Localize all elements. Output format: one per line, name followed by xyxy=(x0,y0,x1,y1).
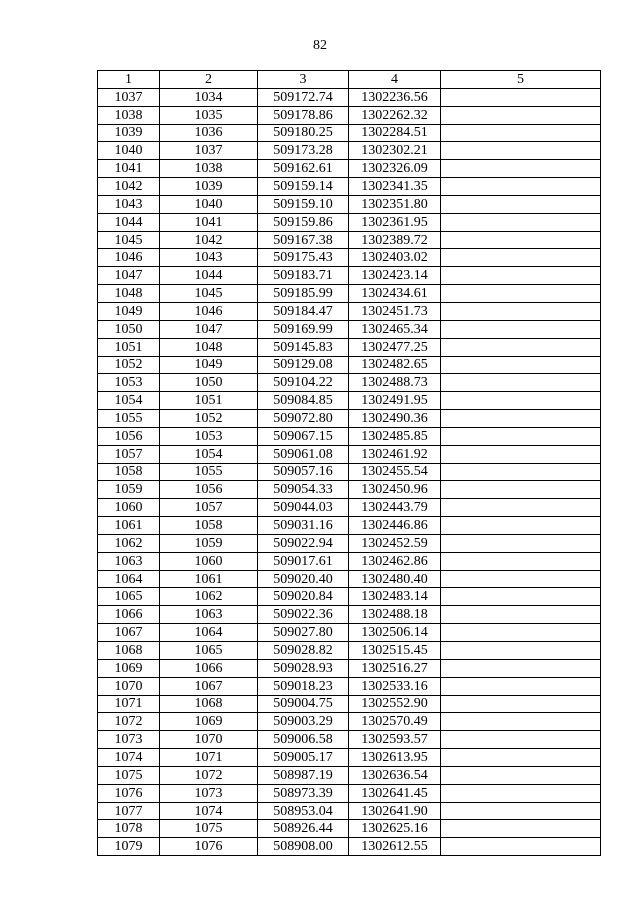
table-cell-col-4: 1302515.45 xyxy=(349,642,441,660)
table-cell-col-2: 1055 xyxy=(160,463,258,481)
table-cell-col-2: 1062 xyxy=(160,588,258,606)
table-cell-col-5 xyxy=(441,677,601,695)
table-cell-col-5 xyxy=(441,124,601,142)
table-row xyxy=(98,820,601,838)
table-row xyxy=(98,463,601,481)
table-cell-col-3: 508926.44 xyxy=(258,820,349,838)
table-cell-col-1: 1075 xyxy=(98,766,160,784)
table-cell-col-1: 1069 xyxy=(98,659,160,677)
table-cell-col-5 xyxy=(441,517,601,535)
table-row xyxy=(98,624,601,642)
table-cell-col-3: 509172.74 xyxy=(258,88,349,106)
table-row xyxy=(98,570,601,588)
table-row xyxy=(98,659,601,677)
table-cell-col-3: 509017.61 xyxy=(258,552,349,570)
table-row xyxy=(98,731,601,749)
table-cell-col-2: 1058 xyxy=(160,517,258,535)
table-cell-col-4: 1302641.90 xyxy=(349,802,441,820)
table-cell-col-1: 1076 xyxy=(98,784,160,802)
table-row xyxy=(98,677,601,695)
table-cell-col-4: 1302485.85 xyxy=(349,427,441,445)
table-cell-col-5 xyxy=(441,642,601,660)
table-row xyxy=(98,749,601,767)
column-header-2: 2 xyxy=(160,71,258,89)
table-cell-col-4: 1302533.16 xyxy=(349,677,441,695)
table-row xyxy=(98,249,601,267)
table-cell-col-3: 509003.29 xyxy=(258,713,349,731)
table-cell-col-4: 1302451.73 xyxy=(349,302,441,320)
table-cell-col-2: 1045 xyxy=(160,285,258,303)
table-row xyxy=(98,606,601,624)
table-row xyxy=(98,374,601,392)
table-cell-col-4: 1302491.95 xyxy=(349,392,441,410)
table-cell-col-4: 1302452.59 xyxy=(349,534,441,552)
table-cell-col-1: 1049 xyxy=(98,302,160,320)
table-cell-col-3: 509169.99 xyxy=(258,320,349,338)
header-row xyxy=(98,71,601,89)
table-cell-col-1: 1038 xyxy=(98,106,160,124)
table-row xyxy=(98,784,601,802)
table-cell-col-4: 1302480.40 xyxy=(349,570,441,588)
column-header-5: 5 xyxy=(441,71,601,89)
table-cell-col-3: 509022.94 xyxy=(258,534,349,552)
table-cell-col-5 xyxy=(441,749,601,767)
table-cell-col-5 xyxy=(441,499,601,517)
table-cell-col-5 xyxy=(441,410,601,428)
table-cell-col-1: 1059 xyxy=(98,481,160,499)
table-cell-col-4: 1302351.80 xyxy=(349,195,441,213)
table-cell-col-4: 1302302.21 xyxy=(349,142,441,160)
table-cell-col-4: 1302236.56 xyxy=(349,88,441,106)
table-row xyxy=(98,695,601,713)
table-cell-col-3: 509159.86 xyxy=(258,213,349,231)
table-cell-col-5 xyxy=(441,463,601,481)
table-cell-col-1: 1078 xyxy=(98,820,160,838)
table-cell-col-5 xyxy=(441,178,601,196)
table-cell-col-4: 1302403.02 xyxy=(349,249,441,267)
table-cell-col-5 xyxy=(441,302,601,320)
table-cell-col-3: 509072.80 xyxy=(258,410,349,428)
table-cell-col-4: 1302516.27 xyxy=(349,659,441,677)
table-cell-col-3: 509159.14 xyxy=(258,178,349,196)
table-cell-col-3: 509173.28 xyxy=(258,142,349,160)
table-row xyxy=(98,445,601,463)
table-cell-col-4: 1302612.55 xyxy=(349,838,441,856)
table-row xyxy=(98,320,601,338)
table-cell-col-3: 509145.83 xyxy=(258,338,349,356)
table-cell-col-5 xyxy=(441,820,601,838)
table-row xyxy=(98,267,601,285)
table-cell-col-5 xyxy=(441,213,601,231)
table-cell-col-3: 509005.17 xyxy=(258,749,349,767)
table-cell-col-3: 509183.71 xyxy=(258,267,349,285)
table-cell-col-3: 509184.47 xyxy=(258,302,349,320)
table-cell-col-2: 1059 xyxy=(160,534,258,552)
table-row xyxy=(98,124,601,142)
table-cell-col-5 xyxy=(441,731,601,749)
table-cell-col-5 xyxy=(441,106,601,124)
table-cell-col-1: 1071 xyxy=(98,695,160,713)
table-cell-col-3: 508908.00 xyxy=(258,838,349,856)
table-cell-col-1: 1047 xyxy=(98,267,160,285)
table-cell-col-2: 1056 xyxy=(160,481,258,499)
table-cell-col-2: 1068 xyxy=(160,695,258,713)
table-cell-col-2: 1046 xyxy=(160,302,258,320)
table-row xyxy=(98,410,601,428)
table-cell-col-5 xyxy=(441,624,601,642)
table-cell-col-1: 1070 xyxy=(98,677,160,695)
table-cell-col-1: 1074 xyxy=(98,749,160,767)
table-cell-col-5 xyxy=(441,356,601,374)
table-cell-col-2: 1057 xyxy=(160,499,258,517)
table-cell-col-3: 509054.33 xyxy=(258,481,349,499)
table-cell-col-1: 1054 xyxy=(98,392,160,410)
table-cell-col-5 xyxy=(441,392,601,410)
table-cell-col-5 xyxy=(441,88,601,106)
table-row xyxy=(98,392,601,410)
table-cell-col-4: 1302641.45 xyxy=(349,784,441,802)
table-cell-col-5 xyxy=(441,570,601,588)
table-cell-col-1: 1056 xyxy=(98,427,160,445)
table-row xyxy=(98,195,601,213)
table-cell-col-3: 509162.61 xyxy=(258,160,349,178)
table-cell-col-5 xyxy=(441,427,601,445)
table-row xyxy=(98,642,601,660)
coordinates-table xyxy=(97,70,601,856)
table-cell-col-4: 1302461.92 xyxy=(349,445,441,463)
table-cell-col-2: 1044 xyxy=(160,267,258,285)
table-cell-col-5 xyxy=(441,320,601,338)
table-cell-col-4: 1302613.95 xyxy=(349,749,441,767)
table-row xyxy=(98,142,601,160)
table-cell-col-4: 1302636.54 xyxy=(349,766,441,784)
table-cell-col-1: 1042 xyxy=(98,178,160,196)
table-cell-col-3: 509022.36 xyxy=(258,606,349,624)
table-cell-col-2: 1066 xyxy=(160,659,258,677)
table-cell-col-3: 509061.08 xyxy=(258,445,349,463)
table-cell-col-1: 1053 xyxy=(98,374,160,392)
table-cell-col-2: 1060 xyxy=(160,552,258,570)
table-cell-col-5 xyxy=(441,374,601,392)
table-cell-col-3: 509180.25 xyxy=(258,124,349,142)
table-cell-col-4: 1302477.25 xyxy=(349,338,441,356)
table-cell-col-5 xyxy=(441,338,601,356)
table-cell-col-4: 1302490.36 xyxy=(349,410,441,428)
table-cell-col-1: 1058 xyxy=(98,463,160,481)
table-cell-col-3: 509018.23 xyxy=(258,677,349,695)
table-cell-col-3: 509031.16 xyxy=(258,517,349,535)
table-row xyxy=(98,838,601,856)
table-cell-col-2: 1037 xyxy=(160,142,258,160)
table-row xyxy=(98,552,601,570)
table-row xyxy=(98,231,601,249)
table-body xyxy=(98,88,601,855)
table-cell-col-1: 1044 xyxy=(98,213,160,231)
table-cell-col-4: 1302482.65 xyxy=(349,356,441,374)
column-header-3: 3 xyxy=(258,71,349,89)
table-cell-col-2: 1050 xyxy=(160,374,258,392)
table-cell-col-1: 1066 xyxy=(98,606,160,624)
table-cell-col-1: 1041 xyxy=(98,160,160,178)
table-cell-col-4: 1302450.96 xyxy=(349,481,441,499)
table-cell-col-2: 1076 xyxy=(160,838,258,856)
table-cell-col-4: 1302625.16 xyxy=(349,820,441,838)
table-row xyxy=(98,481,601,499)
table-cell-col-1: 1045 xyxy=(98,231,160,249)
table-cell-col-3: 508987.19 xyxy=(258,766,349,784)
table-row xyxy=(98,766,601,784)
table-row xyxy=(98,213,601,231)
table-cell-col-3: 509004.75 xyxy=(258,695,349,713)
table-cell-col-4: 1302552.90 xyxy=(349,695,441,713)
table-cell-col-2: 1038 xyxy=(160,160,258,178)
table-cell-col-2: 1051 xyxy=(160,392,258,410)
table-cell-col-5 xyxy=(441,766,601,784)
table-cell-col-5 xyxy=(441,249,601,267)
table-cell-col-4: 1302434.61 xyxy=(349,285,441,303)
table-cell-col-5 xyxy=(441,606,601,624)
table-cell-col-5 xyxy=(441,195,601,213)
table-cell-col-5 xyxy=(441,713,601,731)
table-cell-col-2: 1048 xyxy=(160,338,258,356)
table-cell-col-2: 1069 xyxy=(160,713,258,731)
table-cell-col-2: 1061 xyxy=(160,570,258,588)
table-cell-col-4: 1302483.14 xyxy=(349,588,441,606)
table-cell-col-4: 1302570.49 xyxy=(349,713,441,731)
table-row xyxy=(98,534,601,552)
table-cell-col-3: 509006.58 xyxy=(258,731,349,749)
column-header-1: 1 xyxy=(98,71,160,89)
table-cell-col-4: 1302465.34 xyxy=(349,320,441,338)
table-cell-col-4: 1302446.86 xyxy=(349,517,441,535)
table-cell-col-5 xyxy=(441,695,601,713)
table-cell-col-5 xyxy=(441,784,601,802)
table-cell-col-4: 1302326.09 xyxy=(349,160,441,178)
table-cell-col-2: 1070 xyxy=(160,731,258,749)
table-cell-col-4: 1302341.35 xyxy=(349,178,441,196)
table-cell-col-2: 1043 xyxy=(160,249,258,267)
table-header xyxy=(98,71,601,89)
table-cell-col-1: 1050 xyxy=(98,320,160,338)
table-cell-col-2: 1054 xyxy=(160,445,258,463)
table-cell-col-5 xyxy=(441,802,601,820)
table-cell-col-5 xyxy=(441,445,601,463)
table-cell-col-4: 1302488.73 xyxy=(349,374,441,392)
table-cell-col-3: 508973.39 xyxy=(258,784,349,802)
table-cell-col-3: 509044.03 xyxy=(258,499,349,517)
table-cell-col-1: 1064 xyxy=(98,570,160,588)
table-row xyxy=(98,802,601,820)
table-cell-col-3: 509129.08 xyxy=(258,356,349,374)
table-cell-col-5 xyxy=(441,534,601,552)
table-cell-col-1: 1057 xyxy=(98,445,160,463)
table-cell-col-1: 1061 xyxy=(98,517,160,535)
column-header-4: 4 xyxy=(349,71,441,89)
table-cell-col-3: 509027.80 xyxy=(258,624,349,642)
table-row xyxy=(98,588,601,606)
table-row xyxy=(98,338,601,356)
table-row xyxy=(98,285,601,303)
table-cell-col-4: 1302593.57 xyxy=(349,731,441,749)
table-cell-col-5 xyxy=(441,481,601,499)
table-cell-col-2: 1036 xyxy=(160,124,258,142)
table-cell-col-5 xyxy=(441,267,601,285)
table-cell-col-2: 1035 xyxy=(160,106,258,124)
table-cell-col-5 xyxy=(441,838,601,856)
table-cell-col-2: 1074 xyxy=(160,802,258,820)
table-cell-col-5 xyxy=(441,588,601,606)
table-cell-col-3: 509020.84 xyxy=(258,588,349,606)
table-cell-col-1: 1055 xyxy=(98,410,160,428)
table-row xyxy=(98,499,601,517)
table-cell-col-1: 1037 xyxy=(98,88,160,106)
table-cell-col-2: 1040 xyxy=(160,195,258,213)
table-cell-col-2: 1034 xyxy=(160,88,258,106)
table-cell-col-1: 1039 xyxy=(98,124,160,142)
table-cell-col-2: 1052 xyxy=(160,410,258,428)
table-row xyxy=(98,106,601,124)
table-cell-col-1: 1079 xyxy=(98,838,160,856)
table-cell-col-2: 1063 xyxy=(160,606,258,624)
table-row xyxy=(98,517,601,535)
table-cell-col-3: 509057.16 xyxy=(258,463,349,481)
table-cell-col-4: 1302506.14 xyxy=(349,624,441,642)
table-cell-col-4: 1302389.72 xyxy=(349,231,441,249)
table-cell-col-1: 1063 xyxy=(98,552,160,570)
table-cell-col-5 xyxy=(441,659,601,677)
table-cell-col-1: 1040 xyxy=(98,142,160,160)
table-cell-col-1: 1052 xyxy=(98,356,160,374)
table-cell-col-2: 1073 xyxy=(160,784,258,802)
table-cell-col-1: 1043 xyxy=(98,195,160,213)
table-cell-col-3: 509175.43 xyxy=(258,249,349,267)
page-number: 82 xyxy=(313,38,327,53)
table-cell-col-3: 509028.93 xyxy=(258,659,349,677)
table-cell-col-3: 509178.86 xyxy=(258,106,349,124)
table-cell-col-2: 1065 xyxy=(160,642,258,660)
table-cell-col-2: 1064 xyxy=(160,624,258,642)
table-cell-col-1: 1062 xyxy=(98,534,160,552)
table-cell-col-4: 1302284.51 xyxy=(349,124,441,142)
table-cell-col-2: 1075 xyxy=(160,820,258,838)
table-cell-col-4: 1302361.95 xyxy=(349,213,441,231)
table-cell-col-2: 1041 xyxy=(160,213,258,231)
table-cell-col-1: 1068 xyxy=(98,642,160,660)
table-cell-col-4: 1302443.79 xyxy=(349,499,441,517)
table-cell-col-1: 1067 xyxy=(98,624,160,642)
table-cell-col-3: 509028.82 xyxy=(258,642,349,660)
table-row xyxy=(98,178,601,196)
table-cell-col-2: 1049 xyxy=(160,356,258,374)
table-cell-col-1: 1051 xyxy=(98,338,160,356)
table-cell-col-2: 1072 xyxy=(160,766,258,784)
table-cell-col-1: 1048 xyxy=(98,285,160,303)
table-row xyxy=(98,356,601,374)
table-cell-col-4: 1302488.18 xyxy=(349,606,441,624)
table-cell-col-3: 509104.22 xyxy=(258,374,349,392)
table-cell-col-2: 1067 xyxy=(160,677,258,695)
table-row xyxy=(98,427,601,445)
table-row xyxy=(98,302,601,320)
table-cell-col-5 xyxy=(441,285,601,303)
table-cell-col-3: 508953.04 xyxy=(258,802,349,820)
table-cell-col-4: 1302455.54 xyxy=(349,463,441,481)
table-cell-col-5 xyxy=(441,142,601,160)
table-cell-col-5 xyxy=(441,231,601,249)
table-cell-col-3: 509067.15 xyxy=(258,427,349,445)
table-row xyxy=(98,88,601,106)
table-cell-col-1: 1072 xyxy=(98,713,160,731)
table-cell-col-1: 1065 xyxy=(98,588,160,606)
table-cell-col-3: 509185.99 xyxy=(258,285,349,303)
table-cell-col-5 xyxy=(441,160,601,178)
table-cell-col-2: 1042 xyxy=(160,231,258,249)
table-cell-col-1: 1060 xyxy=(98,499,160,517)
table-cell-col-2: 1071 xyxy=(160,749,258,767)
table-cell-col-3: 509020.40 xyxy=(258,570,349,588)
table-cell-col-2: 1039 xyxy=(160,178,258,196)
table-row xyxy=(98,713,601,731)
table-cell-col-1: 1077 xyxy=(98,802,160,820)
table-cell-col-4: 1302262.32 xyxy=(349,106,441,124)
table-cell-col-4: 1302462.86 xyxy=(349,552,441,570)
table-cell-col-3: 509159.10 xyxy=(258,195,349,213)
table-cell-col-2: 1053 xyxy=(160,427,258,445)
table-cell-col-4: 1302423.14 xyxy=(349,267,441,285)
table-cell-col-1: 1046 xyxy=(98,249,160,267)
table-cell-col-3: 509167.38 xyxy=(258,231,349,249)
table-cell-col-1: 1073 xyxy=(98,731,160,749)
table-cell-col-2: 1047 xyxy=(160,320,258,338)
table-cell-col-3: 509084.85 xyxy=(258,392,349,410)
table-row xyxy=(98,160,601,178)
table-cell-col-5 xyxy=(441,552,601,570)
